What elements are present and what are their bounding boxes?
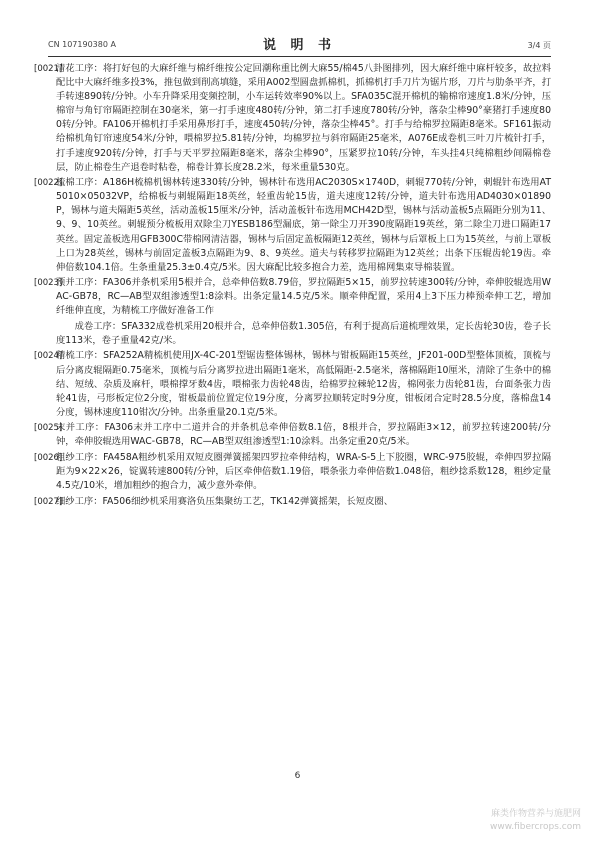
watermark-title: 麻类作物营养与施肥网 — [490, 809, 581, 819]
paragraph-text: 预并工序：FA306并条机采用5根并合，总牵伸倍数8.79倍，罗拉隔距5×15，前罗拉转速300转/分钟，牵伸胶辊选用WAC-GB78，RC—AB型双组渗透型1:8涂料。出条定量14.5克/5米。顺牵伸配置，采用4上3下压力棒预牵伸工艺，增加纤维伸直度，为精梳工序做好准备工作 — [56, 277, 551, 317]
paragraph-text: 细纱工序：FA506细纱机采用赛洛负压集聚纺工艺，TK142弹簧摇架，长短皮圈、 — [56, 495, 394, 507]
paragraph-number: [0024] — [34, 351, 63, 362]
paragraph-text: 末并工序：FA306末并工序中二道并合的并条机总牵伸倍数8.1倍，8根并合，罗拉隔距3×12，前罗拉转速200转/分钟，牵伸胶辊选用WAC-GB78，RC—AB型双组渗透型1:10涂料。出条定重20克/5米。 — [56, 422, 551, 448]
paragraph-number: [0023] — [34, 278, 63, 289]
paragraph-number: [0025] — [34, 423, 63, 434]
paragraph-number: [0022] — [34, 178, 63, 189]
paragraph-number: [0027] — [34, 496, 63, 507]
document-body — [34, 62, 551, 510]
patent-number: CN 107190380 A — [48, 40, 116, 49]
paragraph-number: [0021] — [34, 64, 63, 74]
doc-title: 说 明 书 — [262, 38, 337, 53]
paragraph-text: 精梳工序：SFA252A精梳机使用JX-4C-201型锯齿整体锡林，锡林与钳板隔距15英丝，JF201-00D型整体顶梳，顶梳与后分离皮辊隔距0.75毫米，顶梳与后分离罗拉进出隔距1毫米，高低隔距-2.5毫米，落棉隔距10厘米，清除了生条中的棉结、短绒、杂质及麻杆，喂棉撑牙数4齿，喂棉张力齿轮48齿，给棉罗拉棘轮12齿，棉网张力齿轮81齿，台面条张力齿轮41齿，弓形板定位2分度，钳板最前位置定位19分度，分离罗拉顺转定时9分度，钳板闭合定时28.5分度，落棉盘14分度，锡林速度110钳次/分钟。出条重量20.1克/5米。 — [56, 350, 551, 418]
watermark-url: www.fibercrops.com — [490, 822, 581, 832]
paragraph-0025 — [34, 421, 551, 449]
paragraph-text: 梳棉工序：A186H梳棉机锡林转速330转/分钟，锡林针布选用AC2030S×1740D，刺辊770转/分钟，刺辊针布选用AT5010×05032VP，给棉板与刺辊隔距18英丝，轻重齿轮15齿，道夫速度12转/分钟，道夫针布选用AD4030×01890P，锡林与道夫隔距5英丝，活动盖板15厘米/分钟，活动盖板针布选用MCH42D型，锡林与活动盖板5点隔距分别为11、9、9、10英丝。刺辊预分梳板用双除尘刀YESB186型漏底，第一除尘刀开390度隔距19英丝，第二除尘刀进口隔距17英丝。固定盖板选用GFB300C带棉网清洁器，锡林与后固定盖板隔距12英丝，锡林与后罩板上口为15英丝，与前上罩板上口为28英丝，锡林与前固定盖板3点隔距为9、8、9英丝。道夫与转移罗拉隔距为12英丝；出条下压辊齿轮19齿。牵伸倍数104.1倍。生条重量25.3±0.4克/5米。因大麻配比较多抱合力差，选用棉网集束导棉装置。 — [56, 177, 551, 273]
paragraph-0023 — [34, 276, 551, 318]
paragraph-0021 — [34, 62, 551, 175]
watermark — [490, 808, 581, 834]
page-header — [48, 32, 551, 57]
paragraph-number: [0026] — [34, 452, 63, 463]
page-ratio: 3/4 页 — [527, 41, 551, 50]
page-number: 6 — [294, 771, 301, 781]
paragraph-0024 — [34, 349, 551, 419]
paragraph-text: 粗纱工序：FA458A粗纱机采用双短皮圈弹簧摇架四罗拉牵伸结构，WRA-S-5上下胶圈，WRC-975胶辊，牵伸四罗拉隔距为9×22×26，锭翼转速800转/分钟，后区牵伸倍数1.19倍，喂条张力牵伸倍数1.048倍，粗纱捻系数128，粗纱定量4.5克/10米，增加粗纱的抱合力，减少意外牵伸。 — [56, 451, 551, 492]
paragraph-text: 成卷工序：SFA332成卷机采用20根并合，总牵伸倍数1.305倍，有利于提高后道梳理效果，定长齿轮30齿，卷子长度113米，卷子重量42克/米。 — [56, 320, 551, 346]
paragraph-0027 — [34, 495, 551, 509]
paragraph-0026 — [34, 451, 551, 493]
paragraph-0022 — [34, 176, 551, 275]
paragraph-0023-cont — [56, 320, 551, 348]
paragraph-text: 清花工序：将打好包的大麻纤维与棉纤维按公定回潮称重比例大麻55/棉45八卦图排列，因大麻纤维中麻杆较多，故拉料配比中大麻纤维多投3%，推包做到削高填缝，采用A002型圆盘抓棉机，抓棉机打手刀片为锯片形，刀片与肋条平齐，打手转速890转/分钟。小车升降采用变频控制，小车运转效率90%以上。SFA035C混开棉机的输棉帘速度1.8米/分钟，压棉帘与角钉帘隔距控制在30毫米，第一打手速度480转/分钟，第二打手速度780转/分钟，落杂尘棒90°豪猪打手速度800转/分钟。FA106开棉机打手采用鼻形打手，速度450转/分钟，落杂尘棒45°。打手与给棉罗拉隔距8毫米。SF161振动给棉机角钉帘速度54米/分钟，喂棉罗拉5.81转/分钟，均棉罗拉与斜帘隔距25毫米，A076E成卷机三叶刀片梳针打手，打手速度920转/分钟，打手与天平罗拉隔距8毫米，落杂尘棒90°，压紧罗拉10转/分钟，车头挂4只纯棉粗纱间隔棉卷层，防止棉卷生产退卷时粘卷，棉卷计算长度28.2米，每米重量530克。 — [56, 63, 551, 173]
